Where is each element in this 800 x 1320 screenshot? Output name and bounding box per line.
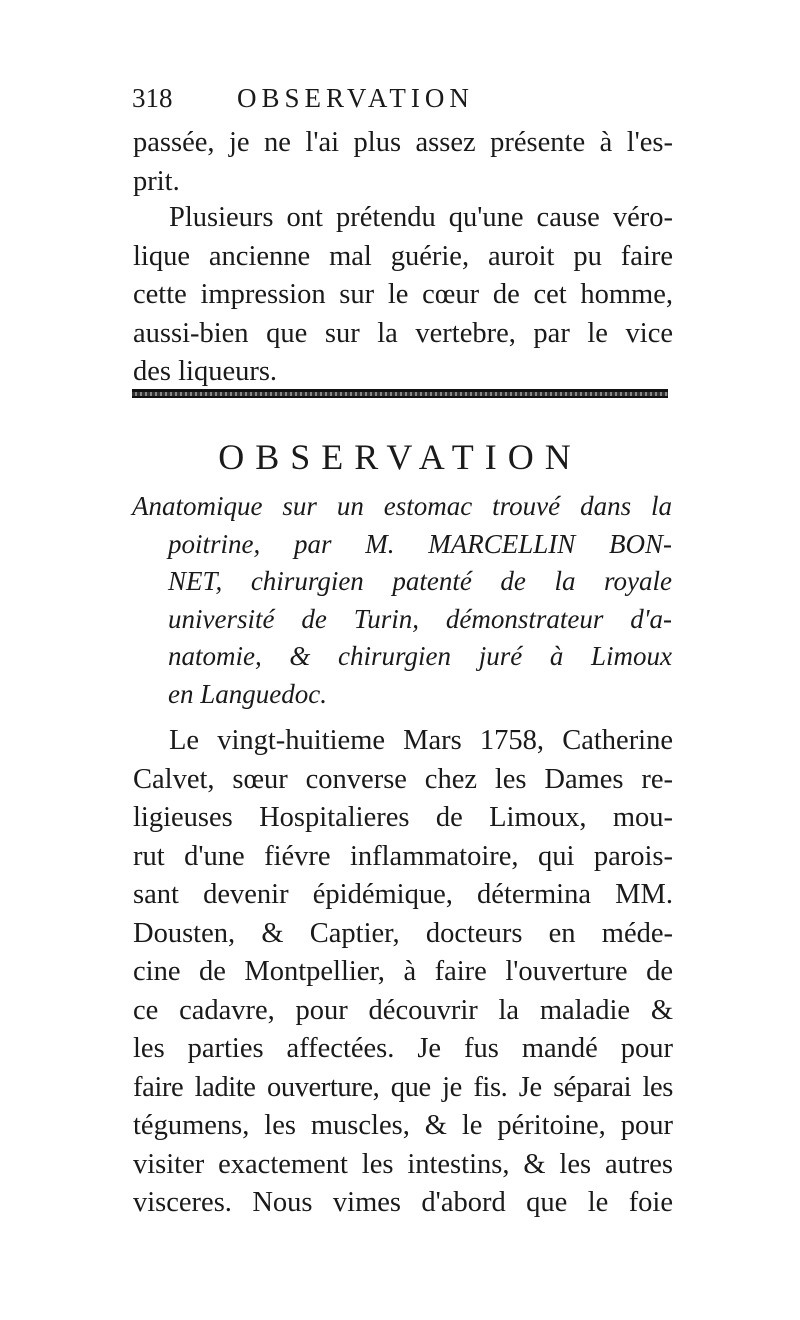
body-paragraph — [133, 722, 673, 1223]
text-line: sant devenir épidémique, détermina MM. — [133, 879, 673, 910]
text-line: aussi-bien que sur la vertebre, par le vice — [133, 317, 673, 349]
subtitle-line: Anatomique sur un estomac trouvé dans la — [132, 491, 672, 521]
text-line: Calvet, sœur converse chez les Dames re- — [133, 763, 673, 795]
text-line: tégumens, les muscles, & le péritoine, pour — [133, 1110, 673, 1141]
subtitle-line: université de Turin, démonstrateur d'a- — [168, 603, 672, 634]
subtitle-line: poitrine, par M. MARCELLIN BON- — [168, 528, 672, 559]
text-line: lique ancienne mal guérie, auroit pu faire — [133, 240, 673, 272]
text-line: des liqueurs. — [133, 356, 278, 387]
ornamental-rule — [132, 389, 668, 398]
text-line: ce cadavre, pour découvrir la maladie & — [133, 994, 673, 1026]
text-line: Plusieurs ont prétendu qu'une cause véro- — [169, 202, 673, 233]
text-line: Le vingt-huitieme Mars 1758, Catherine — [169, 725, 673, 756]
text-line: passée, je ne l'ai plus assez présente à l'es- — [133, 127, 673, 158]
text-line: rut d'une fiévre inflammatoire, qui parois- — [133, 840, 673, 872]
running-head — [132, 78, 692, 118]
text-line: cine de Montpellier, à faire l'ouverture de — [133, 956, 673, 987]
text-line: les parties affectées. Je fus mandé pour — [133, 1033, 673, 1064]
paragraph-continued — [133, 124, 673, 201]
text-line: Dousten, & Captier, docteurs en méde- — [133, 917, 673, 949]
text-line: ligieuses Hospitalieres de Limoux, mou- — [133, 802, 673, 833]
section-subtitle — [132, 488, 672, 713]
section-heading: OBSERVATION — [218, 437, 582, 477]
subtitle-line: en Languedoc. — [168, 678, 327, 709]
text-line: prit. — [133, 165, 180, 197]
page-number: 318 — [132, 83, 173, 113]
subtitle-line: natomie, & chirurgien juré à Limoux — [168, 641, 672, 671]
subtitle-line: NET, chirurgien patenté de la royale — [168, 566, 672, 596]
text-line: visiter exactement les intestins, & les autres — [133, 1148, 673, 1180]
text-line: visceres. Nous vimes d'abord que le foie — [133, 1187, 673, 1218]
text-line: cette impression sur le cœur de cet homme, — [133, 279, 673, 310]
paragraph-second — [133, 199, 673, 392]
text-line: faire ladite ouverture, que je fis. Je séparai les — [133, 1071, 673, 1103]
running-title: OBSERVATION — [237, 83, 474, 113]
